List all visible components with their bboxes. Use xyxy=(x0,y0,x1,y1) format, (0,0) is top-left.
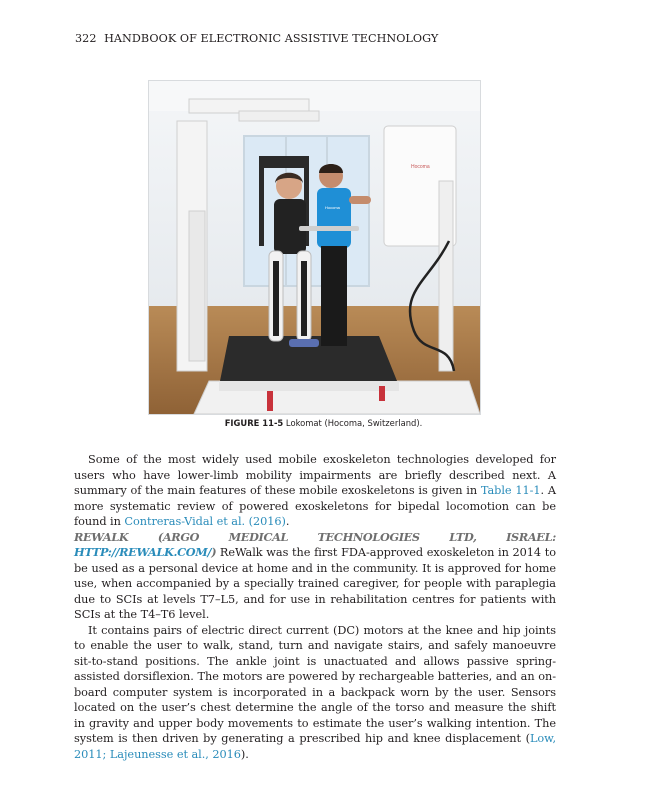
paragraph-3: It contains pairs of electric direct current (DC) motors at the knee and hip joints to enable the user to walk, stand, turn and navigate stairs, and safely manoeuvre sit-to-stand positions. The ankle joint is unactuated and allows passive spring-assisted dorsiflexion. The motors are powered by rechargeable batteries, and an on-board computer system is incorporated in a backpack worn by the user. Sensors located on the user’s chest determine the angle of the torso and measure the shift in gravity and upper body movements to estimate the user’s walking intention. The system is then driven by generating a prescribed hip and knee displacement (Low, 2011; Lajeunesse et al., 2016). xyxy=(74,623,556,761)
paragraph-1: Some of the most widely used mobile exoskeleton technologies developed for users who have lower-limb mobility impairments are briefly described next. A summary of the main features of these mobile exoskeletons is given in Table 11-1. A more systematic review of powered exoskeletons for bipedal locomotion can be found in Contreras-Vidal et al. (2016). xyxy=(74,453,556,528)
table-link[interactable]: Table 11-1 xyxy=(480,484,541,497)
monitor-pole xyxy=(439,181,453,371)
red-stripe-right xyxy=(379,386,385,401)
reference-link[interactable]: Contreras-Vidal et al. (2016) xyxy=(124,515,286,528)
handrail xyxy=(299,226,359,231)
figure-photo xyxy=(148,80,481,415)
figure-label: FIGURE 11-5 xyxy=(224,418,284,428)
therapist-shirt xyxy=(317,188,351,248)
patient-shoes xyxy=(289,339,319,347)
section-runin-heading: REWALK (ARGO MEDICAL TECHNOLOGIES LTD, ISRAEL: HTTP://REWALK.COM/) xyxy=(74,529,556,559)
red-stripe-left xyxy=(267,391,273,411)
citation-link[interactable]: Low, 2011; Lajeunesse et al., 2016 xyxy=(74,732,556,761)
figure-caption xyxy=(0,418,647,428)
figure-caption-text: Lokomat (Hocoma, Switzerland). xyxy=(285,418,423,428)
rewalk-url-link[interactable]: HTTP://REWALK.COM/ xyxy=(74,545,212,559)
running-header xyxy=(75,32,442,45)
therapist-shirt-logo: Hocoma xyxy=(325,205,340,210)
monitor-brand: Hocoma xyxy=(411,164,430,170)
paragraph-2: REWALK (ARGO MEDICAL TECHNOLOGIES LTD, ISRAEL: HTTP://REWALK.COM/) ReWalk was the first FDA-approved exoskeleton in 2014 to be used as a personal device at home and in the community. It is approved for home use, when accompanied by a specially trained caregiver, for people with paraplegia due to SCIs at levels T7–L5, and for use in rehabilitation centres for patients with SCIs at the T4–T6 level. xyxy=(74,529,556,621)
therapist-legs xyxy=(321,246,347,346)
treadmill-side xyxy=(219,381,399,391)
harness-frame xyxy=(259,156,309,168)
page-number: 322 xyxy=(75,32,97,45)
left-column-panel xyxy=(189,211,205,361)
lokomat-illustration xyxy=(149,81,480,414)
overhead-arm xyxy=(239,111,319,121)
running-title: HANDBOOK OF ELECTRONIC ASSISTIVE TECHNOLOGY xyxy=(104,32,439,45)
body-text xyxy=(74,452,556,762)
therapist-arm xyxy=(349,196,371,204)
